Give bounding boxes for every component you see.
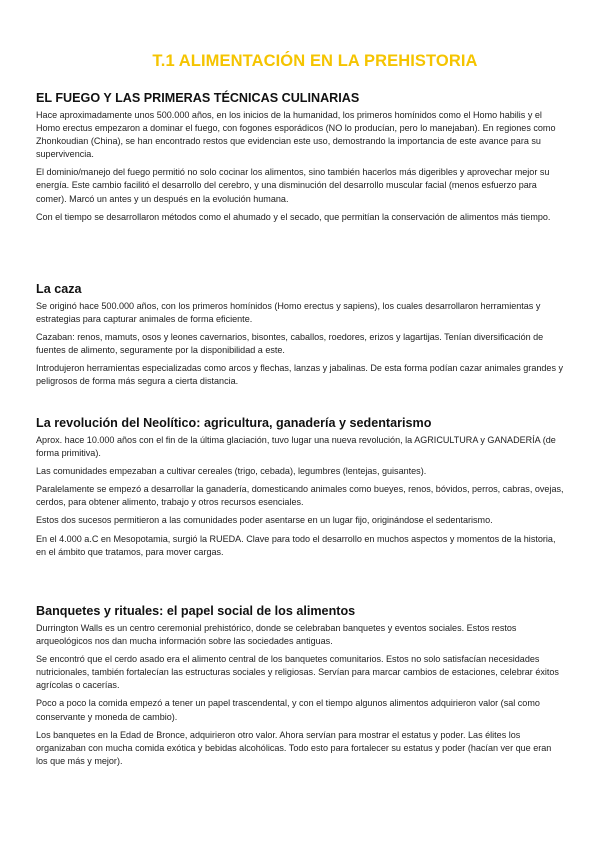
section-heading: La revolución del Neolítico: agricultura, ganadería y sedentarismo <box>36 416 432 430</box>
paragraph: Se encontró que el cerdo asado era el alimento central de los banquetes comunitarios. Estos no solo satisfacían necesidades nutricionales, también fortalecían las estructuras sociales y religiosas. Servían para marcar cambios de estaciones, celebrar éxitos agrícolas o cacerías. <box>36 654 559 691</box>
paragraph: Hace aproximadamente unos 500.000 años, en los inicios de la humanidad, los primeros homínidos como el Homo habilis y el Homo erectus empezaron a dominar el fuego, con fogones esporádicos (NO lo producían, pero lo manejaban). En regiones como Zhonkoudian (China), se han encontrado restos que evidencian este uso, demostrando la importancia de este avance para su supervivencia. <box>36 110 556 160</box>
paragraph: Estos dos sucesos permitieron a las comunidades poder asentarse en un lugar fijo, originándose el sedentarismo. <box>36 515 493 526</box>
paragraph: El dominio/manejo del fuego permitió no solo cocinar los alimentos, sino también hacerlos más digeribles y aprovechar mejor su energía. Este cambio facilitó el desarrollo del cerebro, y una disminución del desarrollo muscular facial (menos esfuerzo para comer). Marcó un antes y un después en la evolución humana. <box>36 167 550 204</box>
section-neolithic <box>36 416 564 564</box>
paragraph: Las comunidades empezaban a cultivar cereales (trigo, cebada), legumbres (lentejas, guisantes). <box>36 466 427 477</box>
section-heading: La caza <box>36 282 82 296</box>
section-banquets <box>36 604 564 773</box>
paragraph: Cazaban: renos, mamuts, osos y leones cavernarios, bisontes, caballos, roedores, erizos y lagartijas. Tenían diversificación de fuentes de alimento, seguramente por la disponibilidad a este. <box>36 332 544 356</box>
section-fire <box>36 91 564 229</box>
paragraph: Los banquetes en la Edad de Bronce, adquirieron otro valor. Ahora servían para mostrar el estatus y poder. Las élites los organizaban con mucha comida exótica y bebidas alcohólicas. Todo esto para fortalecer su estatus y poder (hacían ver que eran los que más y mejor). <box>36 729 552 766</box>
paragraph: Aprox. hace 10.000 años con el fin de la última glaciación, tuvo lugar una nueva revolución, la AGRICULTURA y GANADERÍA (de forma primitiva). <box>36 435 556 459</box>
section-hunting <box>36 282 564 394</box>
paragraph: Durrington Walls es un centro ceremonial prehistórico, donde se celebraban banquetes y eventos sociales. Estos restos arqueológicos nos dan mucha información sobre las sociedades antiguas. <box>36 623 517 647</box>
paragraph: Introdujeron herramientas especializadas como arcos y flechas, lanzas y jabalinas. De esta forma podían cazar animales grandes y peligrosos de forma más segura a cierta distancia. <box>36 363 564 387</box>
paragraph: Se originó hace 500.000 años, con los primeros homínidos (Homo erectus y sapiens), los cuales desarrollaron herramientas y estrategias para capturar animales de forma eficiente. <box>36 301 541 325</box>
paragraph: Poco a poco la comida empezó a tener un papel trascendental, y con el tiempo algunos alimentos adquirieron valor (sal como conservante y moneda de cambio). <box>36 698 540 722</box>
paragraph: En el 4.000 a.C en Mesopotamia, surgió la RUEDA. Clave para todo el desarrollo en muchos aspectos y momentos de la historia, en el ámbito que tratamos, para mover cargas. <box>36 533 556 557</box>
section-heading: Banquetes y rituales: el papel social de los alimentos <box>36 604 356 618</box>
paragraph: Con el tiempo se desarrollaron métodos como el ahumado y el secado, que permitían la conservación de alimentos más tiempo. <box>36 211 551 222</box>
page-title: T.1 ALIMENTACIÓN EN LA PREHISTORIA <box>152 52 478 70</box>
paragraph: Paralelamente se empezó a desarrollar la ganadería, domesticando animales como bueyes, renos, bóvidos, perros, cabras, ovejas, cerdos, para obtener alimento, trabajo y otros recursos esenciales. <box>36 484 564 508</box>
section-heading: EL FUEGO Y LAS PRIMERAS TÉCNICAS CULINARIAS <box>36 91 360 105</box>
